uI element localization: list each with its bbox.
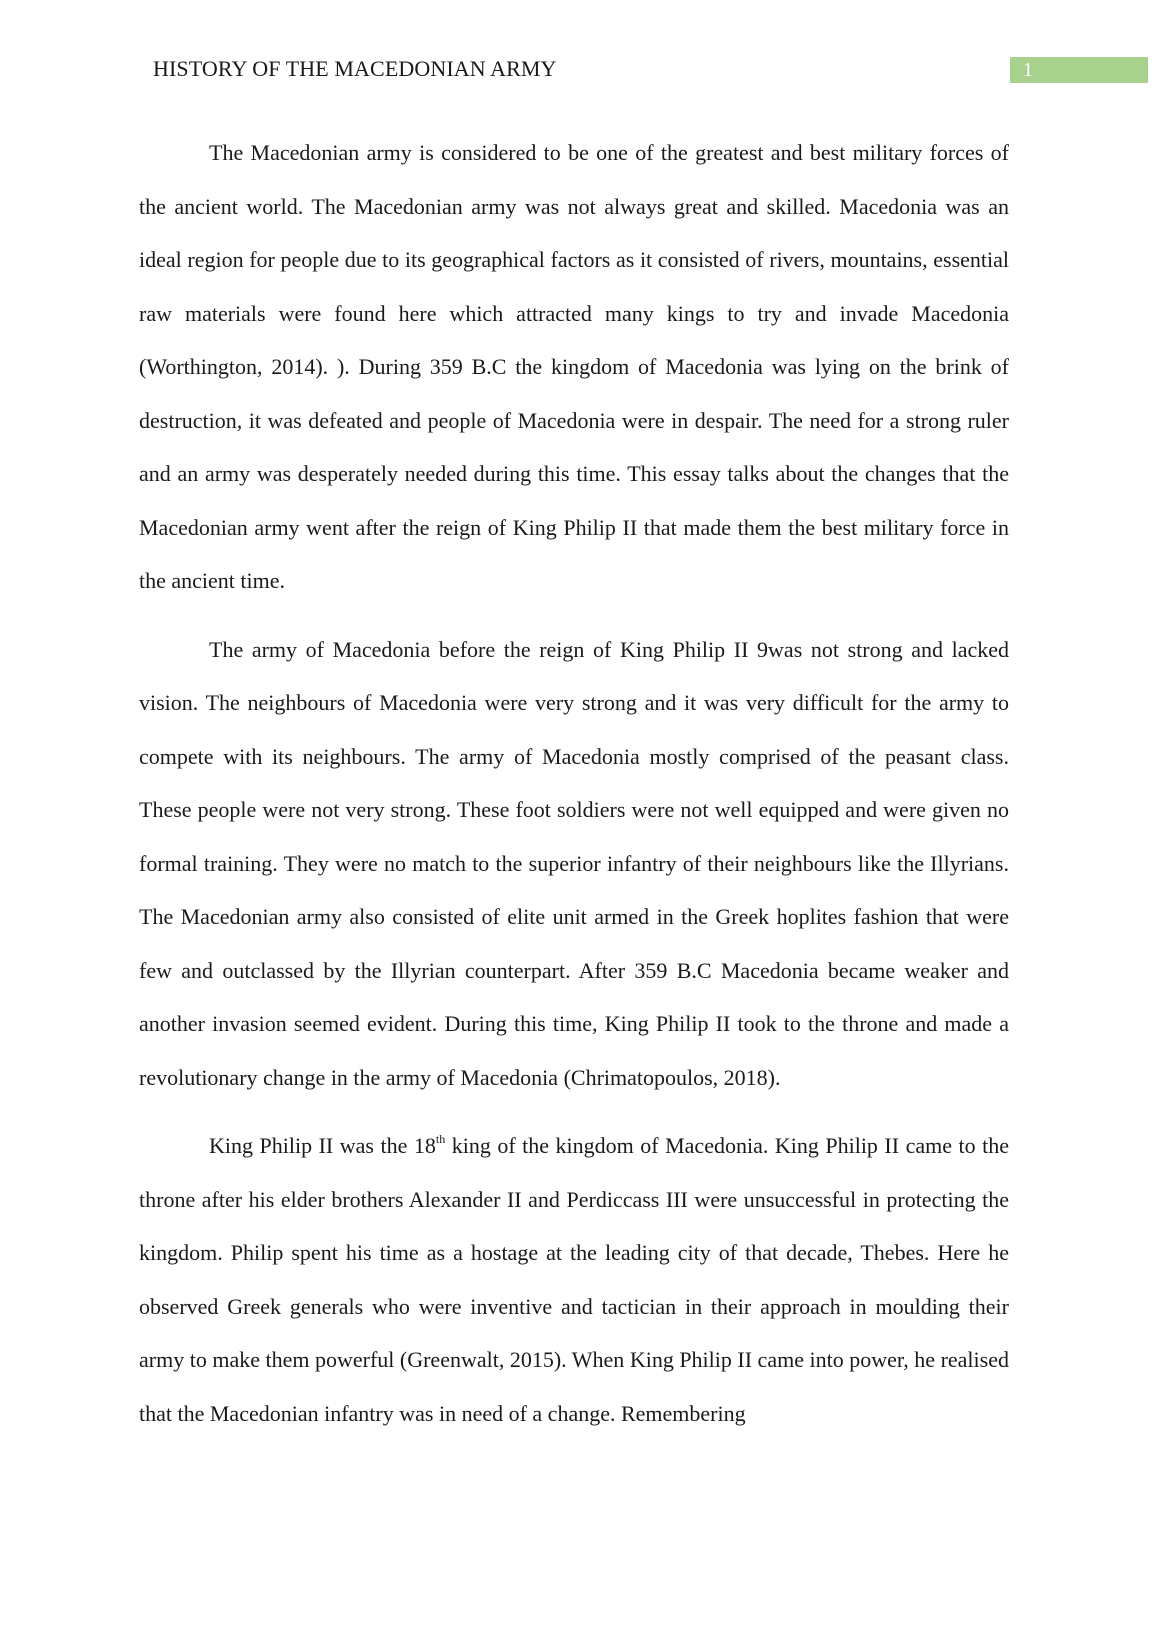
paragraph-3 bbox=[139, 1119, 1009, 1440]
paragraph-3-text-end: king of the kingdom of Macedonia. King Philip II came to the throne after his elder brothers Alexander II and Perdiccass III were unsuccessful in protecting the kingdom. Philip spent his time as a hostage at the leading city of that decade, Thebes. Here he observed Greek generals who were inventive and tactician in their approach in moulding their army to make them powerful (Greenwalt, 2015). When King Philip II came into power, he realised that the Macedonian infantry was in need of a change. Remembering bbox=[139, 1133, 1009, 1426]
paragraph-2: The army of Macedonia before the reign of King Philip II 9was not strong and lacked vision. The neighbours of Macedonia were very strong and it was very difficult for the army to compete with its neighbours. The army of Macedonia mostly comprised of the peasant class. These people were not very strong. These foot soldiers were not well equipped and were given no formal training. They were no match to the superior infantry of their neighbours like the Illyrians. The Macedonian army also consisted of elite unit armed in the Greek hoplites fashion that were few and outclassed by the Illyrian counterpart. After 359 B.C Macedonia became weaker and another invasion seemed evident. During this time, King Philip II took to the throne and made a revolutionary change in the army of Macedonia (Chrimatopoulos, 2018). bbox=[139, 636, 1009, 1090]
paragraph-3-text-start: King Philip II was the 18 bbox=[209, 1133, 436, 1158]
page-header bbox=[0, 0, 1158, 100]
document-body bbox=[139, 126, 1009, 1455]
running-head-title: HISTORY OF THE MACEDONIAN ARMY bbox=[153, 56, 557, 81]
ordinal-suffix: th bbox=[435, 1132, 446, 1146]
page-number: 1 bbox=[1010, 57, 1148, 83]
paragraph-1: The Macedonian army is considered to be one of the greatest and best military forces of the ancient world. The Macedonian army was not always great and skilled. Macedonia was an ideal region for people due to its geographical factors as it consisted of rivers, mountains, essential raw materials were found here which attracted many kings to try and invade Macedonia (Worthington, 2014). ). During 359 B.C the kingdom of Macedonia was lying on the brink of destruction, it was defeated and people of Macedonia were in despair. The need for a strong ruler and an army was desperately needed during this time. This essay talks about the changes that the Macedonian army went after the reign of King Philip II that made them the best military force in the ancient time. bbox=[139, 140, 1009, 593]
